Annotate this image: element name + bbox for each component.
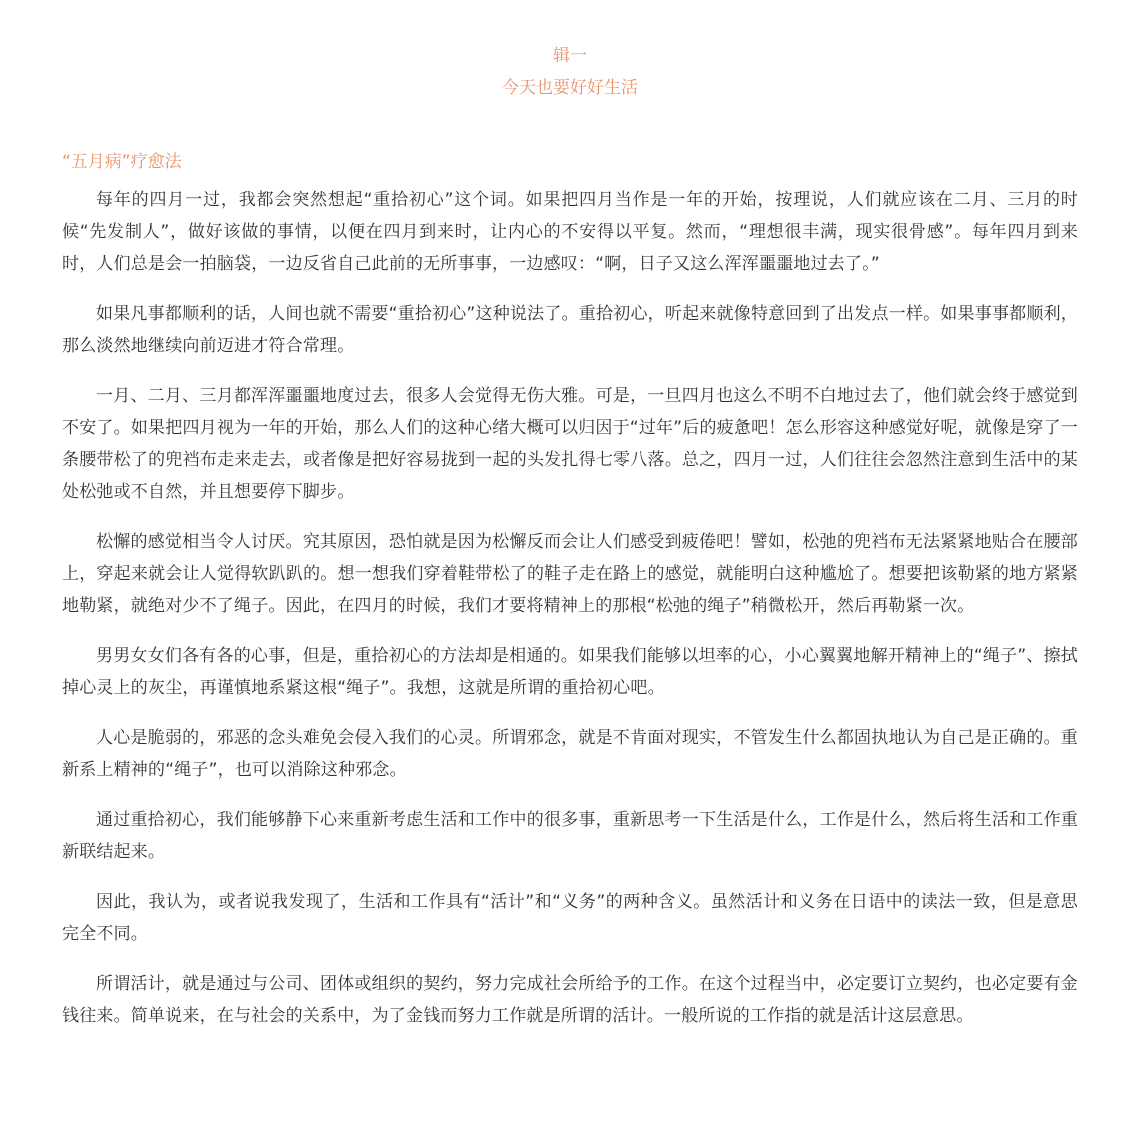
paragraph: 一月、二月、三月都浑浑噩噩地度过去，很多人会觉得无伤大雅。可是，一旦四月也这么不明不白地过去了，他们就会终于感觉到不安了。如果把四月视为一年的开始，那么人们的这种心绪大概可以归因于“过年”后的疲惫吧！怎么形容这种感觉好呢，就像是穿了一条腰带松了的兜裆布走来走去，或者像是把好容易拢到一起的头发扎得七零八落。总之，四月一过，人们往往会忽然注意到生活中的某处松弛或不自然，并且想要停下脚步。	[62, 386, 1078, 502]
chapter-heading	[62, 0, 1078, 104]
paragraph: 人心是脆弱的，邪恶的念头难免会侵入我们的心灵。所谓邪念，就是不肯面对现实，不管发生什么都固执地认为自己是正确的。重新系上精神的“绳子”，也可以消除这种邪念。	[62, 728, 1078, 780]
article-body	[62, 184, 1078, 1032]
chapter-title: 今天也要好好生活	[502, 78, 638, 98]
paragraph: 松懈的感觉相当令人讨厌。究其原因，恐怕就是因为松懈反而会让人们感受到疲倦吧！譬如，松弛的兜裆布无法紧紧地贴合在腰部上，穿起来就会让人觉得软趴趴的。想一想我们穿着鞋带松了的鞋子走在路上的感觉，就能明白这种尴尬了。想要把该勒紧的地方紧紧地勒紧，就绝对少不了绳子。因此，在四月的时候，我们才要将精神上的那根“松弛的绳子”稍微松开，然后再勒紧一次。	[62, 532, 1078, 616]
paragraph: 如果凡事都顺利的话，人间也就不需要“重拾初心”这种说法了。重拾初心，听起来就像特意回到了出发点一样。如果事事都顺利，那么淡然地继续向前迈进才符合常理。	[62, 304, 1078, 356]
paragraph: 所谓活计，就是通过与公司、团体或组织的契约，努力完成社会所给予的工作。在这个过程当中，必定要订立契约，也必定要有金钱往来。简单说来，在与社会的关系中，为了金钱而努力工作就是所谓的活计。一般所说的工作指的就是活计这层意思。	[62, 974, 1078, 1026]
chapter-number: 辑一	[553, 46, 587, 66]
paragraph: 因此，我认为，或者说我发现了，生活和工作具有“活计”和“义务”的两种含义。虽然活计和义务在日语中的读法一致，但是意思完全不同。	[62, 892, 1078, 944]
paragraph: 每年的四月一过，我都会突然想起“重拾初心”这个词。如果把四月当作是一年的开始，按理说，人们就应该在二月、三月的时候“先发制人”，做好该做的事情，以便在四月到来时，让内心的不安得以平复。然而，“理想很丰满，现实很骨感”。每年四月到来时，人们总是会一拍脑袋，一边反省自己此前的无所事事，一边感叹：“啊，日子又这么浑浑噩噩地过去了。”	[62, 190, 1078, 274]
paragraph: 男男女女们各有各的心事，但是，重拾初心的方法却是相通的。如果我们能够以坦率的心，小心翼翼地解开精神上的“绳子”、擦拭掉心灵上的灰尘，再谨慎地系紧这根“绳子”。我想，这就是所谓的重拾初心吧。	[62, 646, 1078, 698]
paragraph: 通过重拾初心，我们能够静下心来重新考虑生活和工作中的很多事，重新思考一下生活是什么，工作是什么，然后将生活和工作重新联结起来。	[62, 810, 1078, 862]
section-title: “五月病”疗愈法	[62, 152, 182, 172]
